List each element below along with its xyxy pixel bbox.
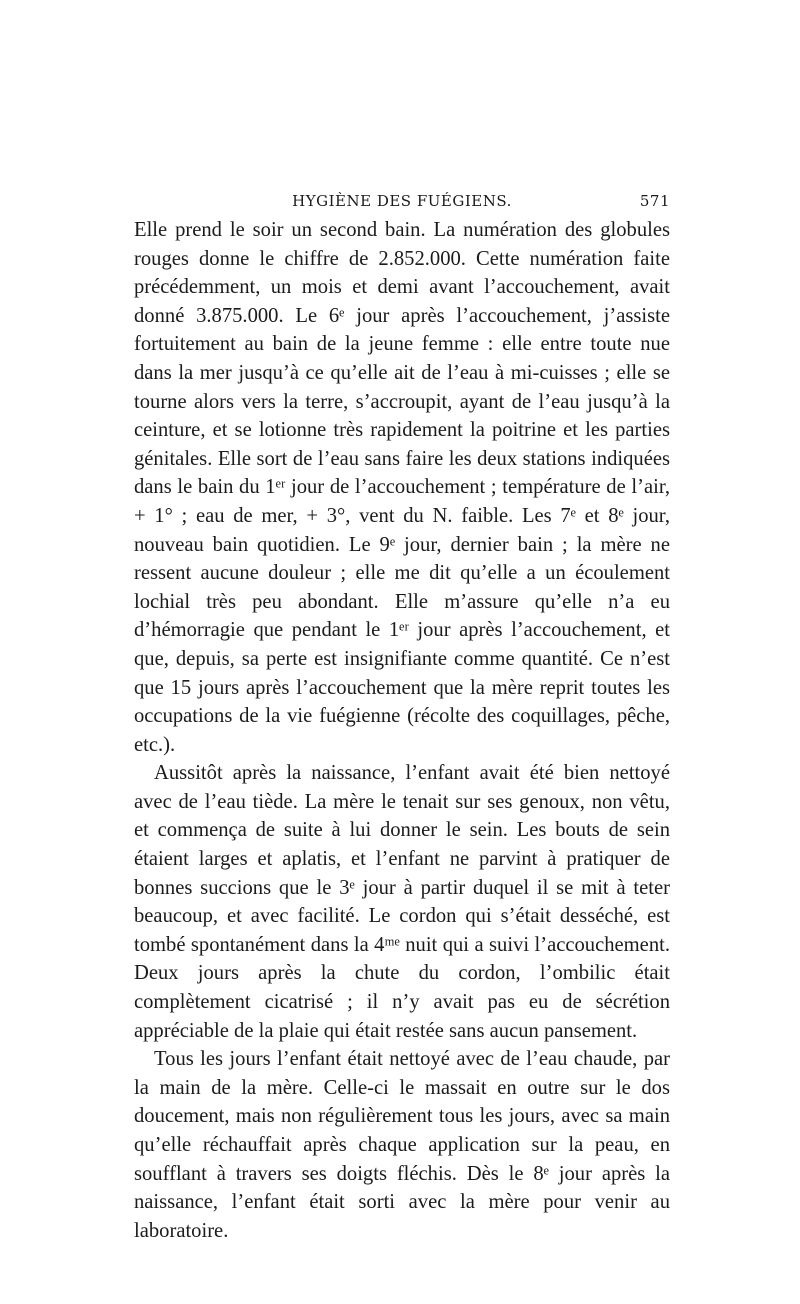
running-title: HYGIÈNE DES FUÉGIENS.: [292, 192, 512, 210]
body-text: [134, 216, 670, 1245]
paragraph: Elle prend le soir un second bain. La numération des globules rouges donne le chiffre de 2.852.000. Cette numération faite précédemment, un mois et demi avant l’accouchement, avait donné 3.875.000. Le 6ᵉ jour après l’accouchement, j’assiste fortuitement au bain de la jeune femme : elle entre toute nue dans la mer jusqu’à ce qu’elle ait de l’eau à mi-cuisses ; elle se tourne alors vers la terre, s’accroupit, ayant de l’eau jusqu’à la ceinture, et se lotionne très rapidement la poitrine et les parties génitales. Elle sort de l’eau sans faire les deux stations indiquées dans le bain du 1ᵉʳ jour de l’accouchement ; température de l’air, + 1° ; eau de mer, + 3°, vent du N. faible. Les 7ᵉ et 8ᵉ jour, nouveau bain quotidien. Le 9ᵉ jour, dernier bain ; la mère ne ressent aucune douleur ; elle me dit qu’elle a un écoulement lochial très peu abondant. Elle m’assure qu’elle n’a eu d’hémorragie que pendant le 1ᵉʳ jour après l’accouchement, et que, depuis, sa perte est insignifiante comme quantité. Ce n’est que 15 jours après l’accouchement que la mère reprit toutes les occupations de la vie fuégienne (récolte des coquillages, pêche, etc.).: [134, 219, 670, 756]
page-number: 571: [639, 192, 670, 210]
book-page: [134, 188, 670, 1245]
paragraph: Tous les jours l’enfant était nettoyé avec de l’eau chaude, par la main de la mère. Celle-ci le massait en outre sur le dos doucement, mais non régulièrement tous les jours, avec sa main qu’elle réchauffait après chaque application sur la peau, en soufflant à travers ses doigts fléchis. Dès le 8ᵉ jour après la naissance, l’enfant était sorti avec la mère pour venir au laboratoire.: [134, 1048, 670, 1242]
paragraph: Aussitôt après la naissance, l’enfant avait été bien nettoyé avec de l’eau tiède. La mère le tenait sur ses genoux, non vêtu, et commença de suite à lui donner le sein. Les bouts de sein étaient larges et aplatis, et l’enfant ne parvint à pratiquer de bonnes succions que le 3ᵉ jour à partir duquel il se mit à teter beaucoup, et avec facilité. Le cordon qui s’était desséché, est tombé spontanément dans la 4ᵐᵉ nuit qui a suivi l’accouchement. Deux jours après la chute du cordon, l’ombilic était complètement cicatrisé ; il n’y avait pas eu de sécrétion appréciable de la plaie qui était restée sans aucun pansement.: [134, 762, 670, 1042]
running-header: [134, 188, 670, 216]
